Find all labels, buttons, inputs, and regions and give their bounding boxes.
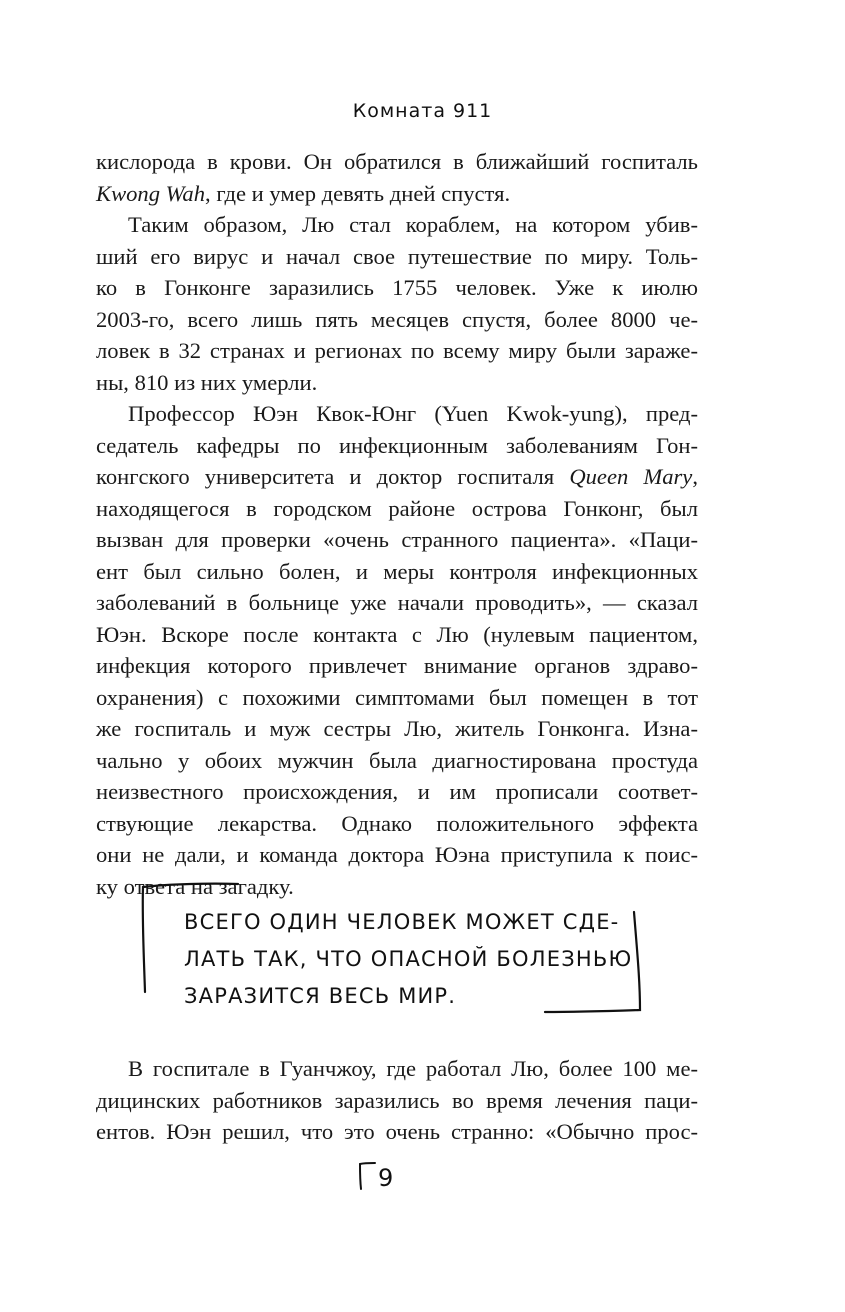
- main-text-upper: [96, 146, 698, 902]
- text-line: ко в Гонконге заразились 1755 человек. Уже к июлю: [96, 275, 698, 300]
- text-line: чально у обоих мужчин была диагностирована простуда: [96, 747, 698, 773]
- text-line: ку ответа на загадку.: [96, 873, 294, 899]
- text-line: дицинских работников заразились во время лечения паци-: [96, 1087, 698, 1113]
- text-line: 2003-го, всего лишь пять месяцев спустя, более 8000 че-: [96, 306, 698, 332]
- text-line: ствующие лекарства. Однако положительного эффекта: [96, 810, 698, 836]
- text-line: инфекция которого привлечет внимание органов здраво-: [96, 653, 698, 678]
- quote-line: ЗАРАЗИТСЯ ВЕСЬ МИР.: [184, 984, 457, 1008]
- italic-hospital-name: Queen Mary: [569, 464, 693, 489]
- text-line: седатель кафедры по инфекционным заболеваниям Гон-: [96, 432, 698, 458]
- text-line: ент был сильно болен, и меры контроля инфекционных: [96, 558, 698, 584]
- text-line: ентов. Юэн решил, что это очень странно: «Обычно прос-: [96, 1119, 698, 1144]
- running-header: Комната 911: [352, 100, 493, 122]
- text-line: ловек в 32 странах и регионах по всему миру были зараже-: [96, 338, 698, 363]
- italic-hospital-name: Kwong Wah: [96, 180, 206, 206]
- text-line: охранения) с похожими симптомами был помещен в тот: [96, 684, 698, 710]
- page-number-block: [358, 1160, 418, 1200]
- text-line: Профессор Юэн Квок-Юнг (Yuen Kwok-yung), пред-: [128, 401, 698, 426]
- text-line: кислорода в крови. Он обратился в ближайший госпиталь: [96, 149, 698, 174]
- text-line: Юэн. Вскоре после контакта с Лю (нулевым пациентом,: [96, 621, 698, 647]
- main-text-lower: [96, 1053, 698, 1148]
- pull-quote: [140, 880, 645, 1015]
- quote-line: ВСЕГО ОДИН ЧЕЛОВЕК МОЖЕТ СДЕ-: [184, 910, 620, 934]
- text-fragment: , где и умер девять дней спустя.: [205, 180, 511, 206]
- text-line: Таким образом, Лю стал кораблем, на котором убив-: [128, 212, 698, 237]
- text-line: заболеваний в больнице уже начали проводить», — сказал: [96, 590, 698, 615]
- pull-quote-text: [184, 904, 633, 1015]
- text-line: они не дали, и команда доктора Юэна приступила к поис-: [96, 842, 698, 867]
- text-line: [96, 178, 698, 210]
- text-line: вызван для проверки «очень странного пациента». «Паци-: [96, 527, 698, 552]
- text-line: ший его вирус и начал свое путешествие по миру. Толь-: [96, 243, 698, 269]
- text-line: же госпиталь и муж сестры Лю, житель Гонконга. Изна-: [96, 716, 698, 741]
- text-line: ны, 810 из них умерли.: [96, 369, 318, 395]
- text-fragment: конгского университета и доктор госпиталя: [96, 464, 570, 489]
- folio-corner-mark: [358, 1160, 378, 1194]
- text-fragment: ,: [692, 464, 698, 489]
- quote-line: ЛАТЬ ТАК, ЧТО ОПАСНОЙ БОЛЕЗНЬЮ: [184, 947, 633, 971]
- text-line: неизвестного происхождения, и им прописали соответ-: [96, 779, 698, 804]
- text-line: [96, 461, 698, 493]
- page-number: 9: [378, 1164, 394, 1192]
- text-line: В госпитале в Гуанчжоу, где работал Лю, более 100 ме-: [128, 1056, 698, 1081]
- text-line: находящегося в городском районе острова Гонконг, был: [96, 495, 698, 521]
